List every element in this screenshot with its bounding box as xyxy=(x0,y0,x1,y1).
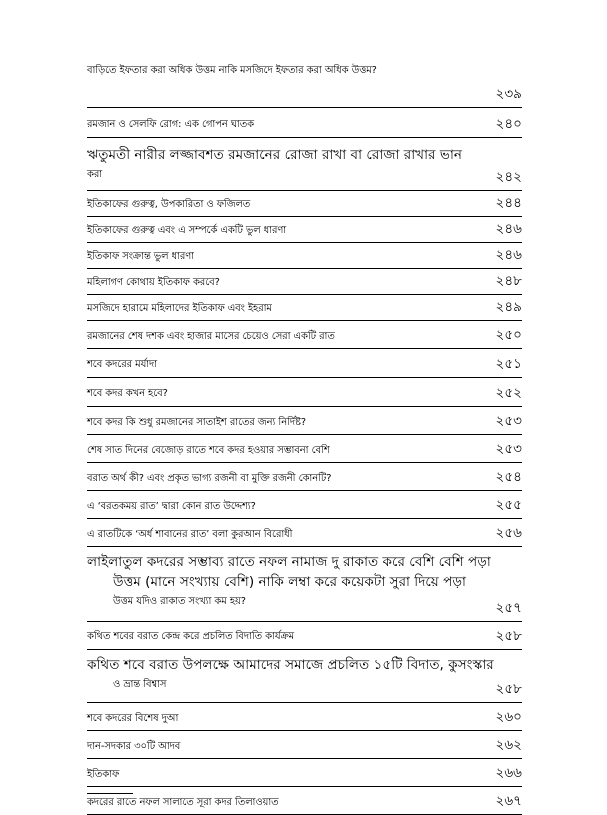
toc-entry xyxy=(87,378,522,407)
toc-entry-page: ২৪৬ xyxy=(495,221,522,237)
toc-entry xyxy=(87,519,522,547)
toc-entry xyxy=(87,217,522,243)
toc-entry-page: ২৬৭ xyxy=(495,793,522,809)
toc-entry xyxy=(87,622,522,650)
toc-entry xyxy=(87,650,522,703)
toc-entry-page: ২৫৩ xyxy=(495,413,522,429)
table-of-contents xyxy=(87,61,522,815)
toc-entry xyxy=(87,349,522,378)
toc-entry-page: ২৪০ xyxy=(495,116,522,132)
toc-entry-title: শবে কদর কখন হবে? xyxy=(87,388,168,399)
toc-entry xyxy=(87,191,522,217)
toc-entry xyxy=(87,463,522,491)
toc-entry xyxy=(87,243,522,269)
toc-entry-title: মসজিদে হারামে মহিলাদের ইতিকাফ এবং ইহরাম xyxy=(87,303,272,314)
toc-entry-page: ২৪৮ xyxy=(495,273,522,289)
toc-entry-page: ২৫৫ xyxy=(495,497,522,513)
toc-entry xyxy=(87,787,522,815)
toc-entry-title: উত্তম (মানে সংখ্যায় বেশি) নাকি লম্বা করে কয়েকটা সুরা দিয়ে পড়া xyxy=(113,574,467,590)
toc-entry-title: রমজানের শেষ দশক এবং হাজার মাসের চেয়েও সেরা একটি রাত xyxy=(87,331,335,342)
toc-entry xyxy=(87,108,522,138)
toc-entry xyxy=(87,703,522,731)
toc-entry-page: ২৫৮ xyxy=(495,628,522,644)
toc-entry xyxy=(87,295,522,321)
toc-entry-page: ২৪৬ xyxy=(495,247,522,263)
toc-entry-title: দান-সদকার ৩০টি আদব xyxy=(87,741,181,752)
toc-entry-title: ইতিকাফ সংক্রান্ত ভুল ধারণা xyxy=(87,251,195,262)
toc-entry xyxy=(87,491,522,519)
toc-entry-title: ইতিকাফ xyxy=(87,769,120,780)
toc-entry-page: ২৫০ xyxy=(495,327,522,343)
toc-entry xyxy=(87,138,522,191)
toc-entry-title: কথিত শবে বরাত উপলক্ষে আমাদের সমাজে প্রচলিত ১৫টি বিদাত, কুসংস্কার xyxy=(87,657,494,673)
toc-entry-title: বরাত অর্থ কী? এবং প্রকৃত ভাগ্য রজনী বা মুক্তি রজনী কোনটি? xyxy=(87,473,332,484)
toc-entry xyxy=(87,731,522,759)
toc-entry-page: ২৫২ xyxy=(495,385,522,401)
toc-entry-title: উত্তম যদিও রাকাত সংখ্যা কম হয়? xyxy=(113,596,246,607)
toc-entry-title: ইতিকাফের গুরুত্ব, উপকারিতা ও ফজিলত xyxy=(87,199,251,210)
toc-entry-page: ২৫৭ xyxy=(495,600,522,616)
toc-entry-title: কথিত শবের বরাত কেন্দ্র করে প্রচলিত বিদাতি কার্যক্রম xyxy=(87,631,295,642)
toc-entry-page: ২৫৮ xyxy=(495,681,522,697)
toc-entry-title: করা xyxy=(87,169,103,180)
toc-entry-page: ২৪২ xyxy=(495,169,522,185)
toc-entry-page: ২৫১ xyxy=(495,356,522,372)
toc-entry-title: শেষ সাত দিনের বেজোড় রাতে শবে কদর হওয়ার সম্ভাবনা বেশি xyxy=(87,445,330,456)
toc-entry-title: রমজান ও সেলফি রোগ: এক গোপন ঘাতক xyxy=(87,119,254,130)
toc-entry xyxy=(87,759,522,787)
toc-entry-title: ও ভ্রান্ত বিশ্বাস xyxy=(113,679,167,690)
toc-entry-title: কদরের রাতে নফল সালাতে সূরা কদর তিলাওয়াত xyxy=(87,797,279,808)
toc-entry-page: ২৪৯ xyxy=(495,299,522,315)
toc-entry xyxy=(87,269,522,295)
toc-entry-title: শবে কদর কি শুধু রমজানের সাতাইশ রাতের জন্য নির্দিষ্ট? xyxy=(87,417,307,428)
toc-entry xyxy=(87,61,522,108)
toc-entry-page: ২৩৯ xyxy=(495,86,522,102)
toc-entry-page: ২৪৪ xyxy=(495,195,522,211)
toc-entry xyxy=(87,321,522,349)
toc-entry-title: এ রাতটিকে ‘অর্ধ শাবানের রাত’ বলা কুরআন বিরোধী xyxy=(87,529,293,540)
footer-rule xyxy=(87,793,133,794)
toc-entry-title: ঋতুমতী নারীর লজ্জাবশত রমজানের রোজা রাখা বা রোজা রাখার ভান xyxy=(87,147,463,163)
toc-entry-page: ২৫৬ xyxy=(495,525,522,541)
toc-entry-page: ২৫৩ xyxy=(495,441,522,457)
toc-entry-title: মহিলাগণ কোথায় ইতিকাফ করবে? xyxy=(87,277,220,288)
toc-entry-title: শবে কদরের বিশেষ দুআ xyxy=(87,713,179,724)
toc-entry-page: ২৬২ xyxy=(495,737,522,753)
toc-entry xyxy=(87,547,522,622)
toc-entry-page: ২৬৬ xyxy=(495,765,522,781)
toc-entry-title: ইতিকাফের গুরুত্ব এবং এ সম্পর্কে একটি ভুল ধারণা xyxy=(87,225,287,236)
toc-entry-title: শবে কদরের মর্যাদা xyxy=(87,359,158,370)
toc-entry-page: ২৫৪ xyxy=(495,469,522,485)
toc-entry xyxy=(87,435,522,463)
toc-entry xyxy=(87,407,522,435)
toc-entry-title: লাইলাতুল কদরের সম্ভাব্য রাতে নফল নামাজ দু রাকাত করে বেশি বেশি পড়া xyxy=(87,554,491,570)
toc-entry-title: এ ‘বরতকময় রাত’ দ্বারা কোন রাত উদ্দেশ্য? xyxy=(87,501,256,512)
toc-entry-title: বাড়িতে ইফতার করা অধিক উত্তম নাকি মসজিদে ইফতার করা অধিক উত্তম? xyxy=(87,65,377,76)
toc-entry-page: ২৬০ xyxy=(495,709,522,725)
